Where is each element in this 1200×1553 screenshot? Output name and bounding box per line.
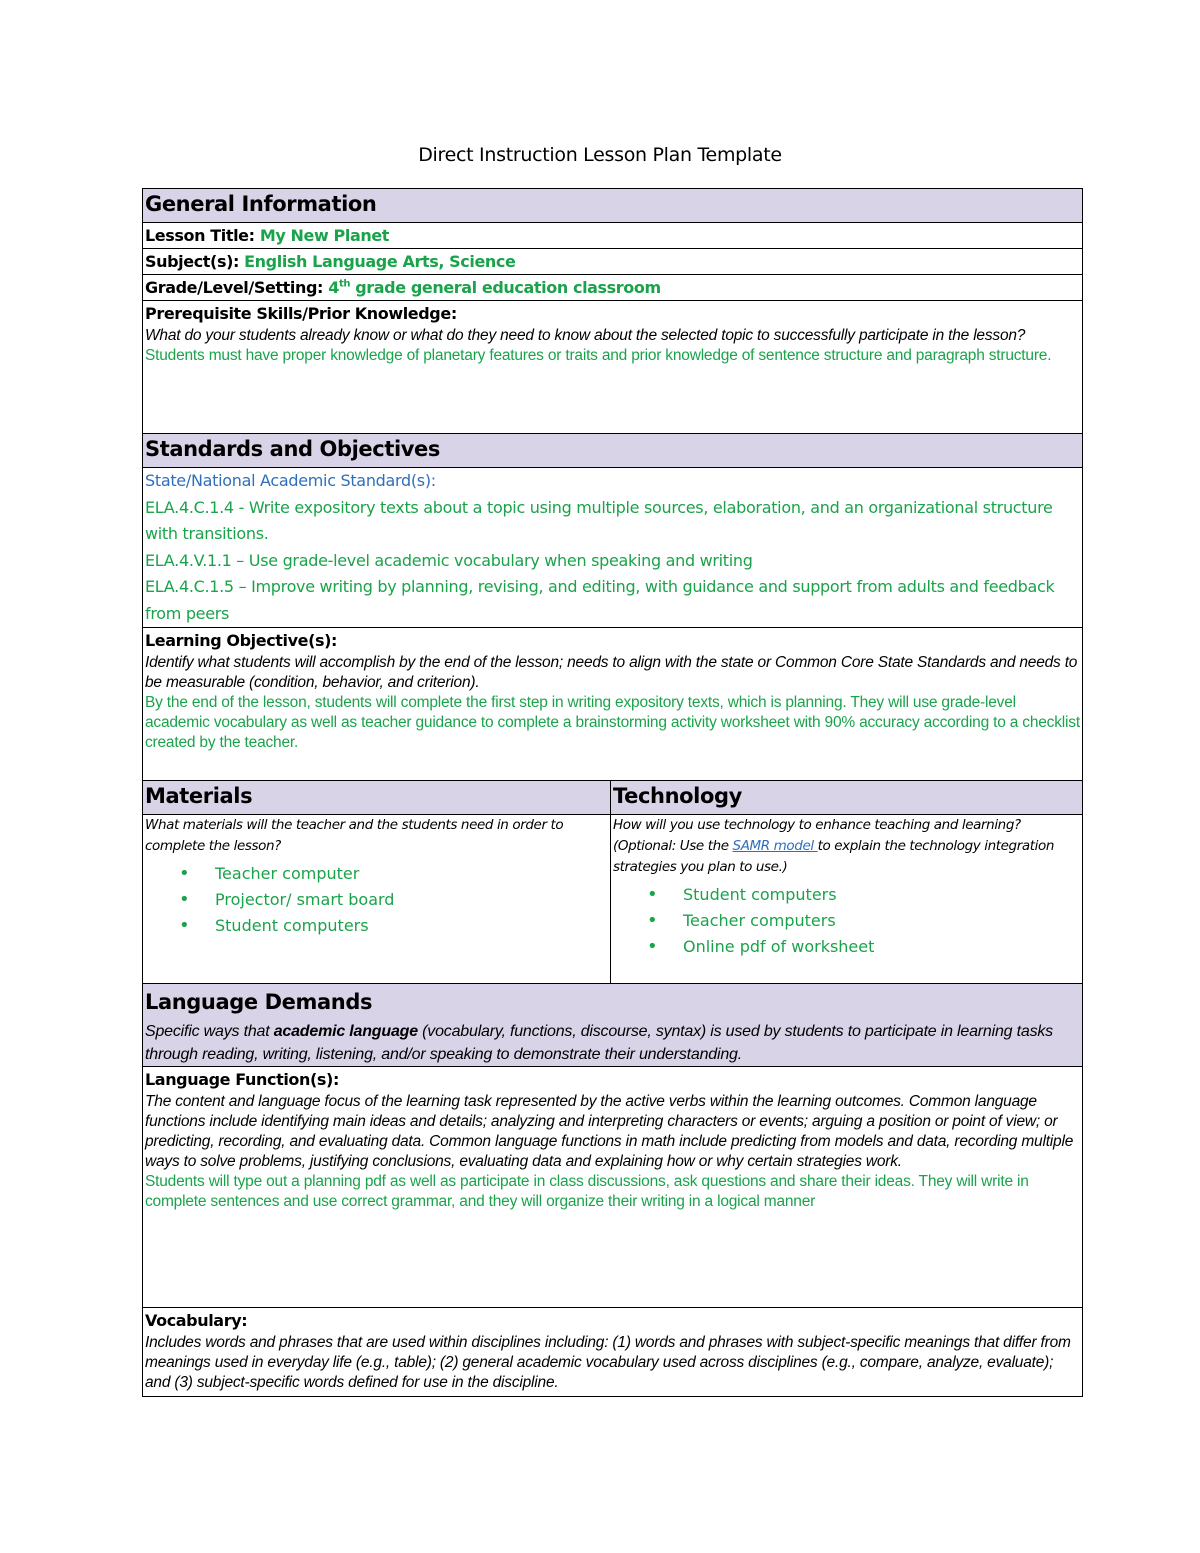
language-demands-intro: Specific ways that academic language (vocabulary, functions, discourse, syntax) is used by students to participate in learning tasks through reading, writing, listening, and/or speaking to demonstrate their understanding. [145, 1023, 1053, 1063]
prerequisite-row [143, 301, 1083, 434]
state-standard-label: State/National Academic Standard(s): [145, 471, 436, 490]
subjects-row [143, 249, 1083, 275]
language-functions-prompt: The content and language focus of the learning task represented by the active verbs within the learning outcomes. Common language functions include identifying main ideas and details; analyzing and interpreting characters or events; arguing a position or point of view; or predicting, recording, and evaluating data. Common language functions in math include predicting from models and data, recording multiple ways to solve problems, justifying conclusions, evaluating data and explaining how or why certain strategies work. [145, 1093, 1074, 1170]
grade-label: Grade/Level/Setting: [145, 278, 324, 297]
technology-list [613, 882, 1080, 960]
grade-setting: grade general education classroom [355, 278, 661, 297]
standard-item: ELA.4.C.1.5 – Improve writing by planning, revising, and editing, with guidance and support from adults and feedback from peers [145, 577, 1055, 623]
materials-cell [143, 815, 611, 984]
general-info-header [143, 189, 1083, 223]
learning-objective-answer: By the end of the lesson, students will complete the first step in writing expository texts, which is planning. They will use grade-level academic vocabulary as well as teacher guidance to complete a brainstorming activity worksheet with 90% accuracy according to a checklist created by the teacher. [145, 694, 1080, 751]
language-functions-answer: Students will type out a planning pdf as well as participate in class discussions, ask questions and share their ideas. They will write in complete sentences and use correct grammar, and they will organize their writing in a logical manner [145, 1173, 1029, 1210]
lesson-title-value: My New Planet [259, 226, 390, 245]
materials-heading: Materials [145, 784, 253, 808]
lesson-plan-table [142, 188, 1083, 1397]
technology-header [611, 781, 1083, 815]
language-demands-heading: Language Demands [145, 990, 373, 1014]
standards-heading: Standards and Objectives [145, 437, 440, 461]
standards-row [143, 468, 1083, 628]
learning-objective-row [143, 628, 1083, 781]
learning-objective-label: Learning Objective(s): [145, 631, 338, 650]
materials-prompt: What materials will the teacher and the students need in order to complete the lesson? [145, 817, 564, 854]
samr-model-link[interactable]: SAMR model [732, 838, 818, 854]
prerequisite-label: Prerequisite Skills/Prior Knowledge: [145, 304, 457, 323]
grade-number: 4 [328, 278, 339, 297]
list-item: • Student computers [683, 882, 1080, 908]
document-title: Direct Instruction Lesson Plan Template [418, 144, 782, 166]
lesson-title-row [143, 223, 1083, 249]
list-item: • Teacher computer [215, 861, 608, 887]
materials-list [145, 861, 608, 939]
standard-item: ELA.4.C.1.4 - Write expository texts about a topic using multiple sources, elaboration, and an organizational structure with transitions. [145, 497, 1053, 543]
list-item: • Student computers [215, 913, 608, 939]
prerequisite-answer: Students must have proper knowledge of planetary features or traits and prior knowledge of sentence structure and paragraph structure. [145, 347, 1052, 364]
list-item: • Online pdf of worksheet [683, 934, 1080, 960]
learning-objective-prompt: Identify what students will accomplish by the end of the lesson; needs to align with the state or Common Core State Standards and needs to be measurable (condition, behavior, and criterion). [145, 654, 1078, 691]
materials-header [143, 781, 611, 815]
list-item: • Projector/ smart board [215, 887, 608, 913]
technology-cell [611, 815, 1083, 984]
standards-header [143, 434, 1083, 468]
grade-row [143, 275, 1083, 301]
technology-heading: Technology [613, 784, 742, 808]
vocabulary-prompt: Includes words and phrases that are used within disciplines including: (1) words and phrases with subject-specific meanings that differ from meanings used in everyday life (e.g., table); (2) general academic vocabulary used across disciplines (e.g., compare, analyze, evaluate); and (3) subject-specific words defined for use in the discipline. [145, 1334, 1071, 1391]
subjects-label: Subject(s): [145, 252, 239, 271]
technology-prompt: How will you use technology to enhance teaching and learning? (Optional: Use the SAMR model to explain the technology integration strategies you plan to use.) [613, 817, 1054, 875]
subjects-value: English Language Arts, Science [244, 252, 516, 271]
grade-suffix: th [338, 278, 351, 290]
vocabulary-label: Vocabulary: [145, 1311, 248, 1330]
list-item: • Teacher computers [683, 908, 1080, 934]
language-demands-header [143, 984, 1083, 1067]
standard-item: ELA.4.V.1.1 – Use grade-level academic vocabulary when speaking and writing [145, 550, 753, 570]
prerequisite-prompt: What do your students already know or what do they need to know about the selected topic to successfully participate in the lesson? [145, 327, 1026, 344]
language-functions-row [143, 1067, 1083, 1308]
lesson-title-label: Lesson Title: [145, 226, 255, 245]
language-functions-label: Language Function(s): [145, 1070, 339, 1089]
general-info-heading: General Information [145, 192, 377, 216]
vocabulary-row [143, 1308, 1083, 1397]
